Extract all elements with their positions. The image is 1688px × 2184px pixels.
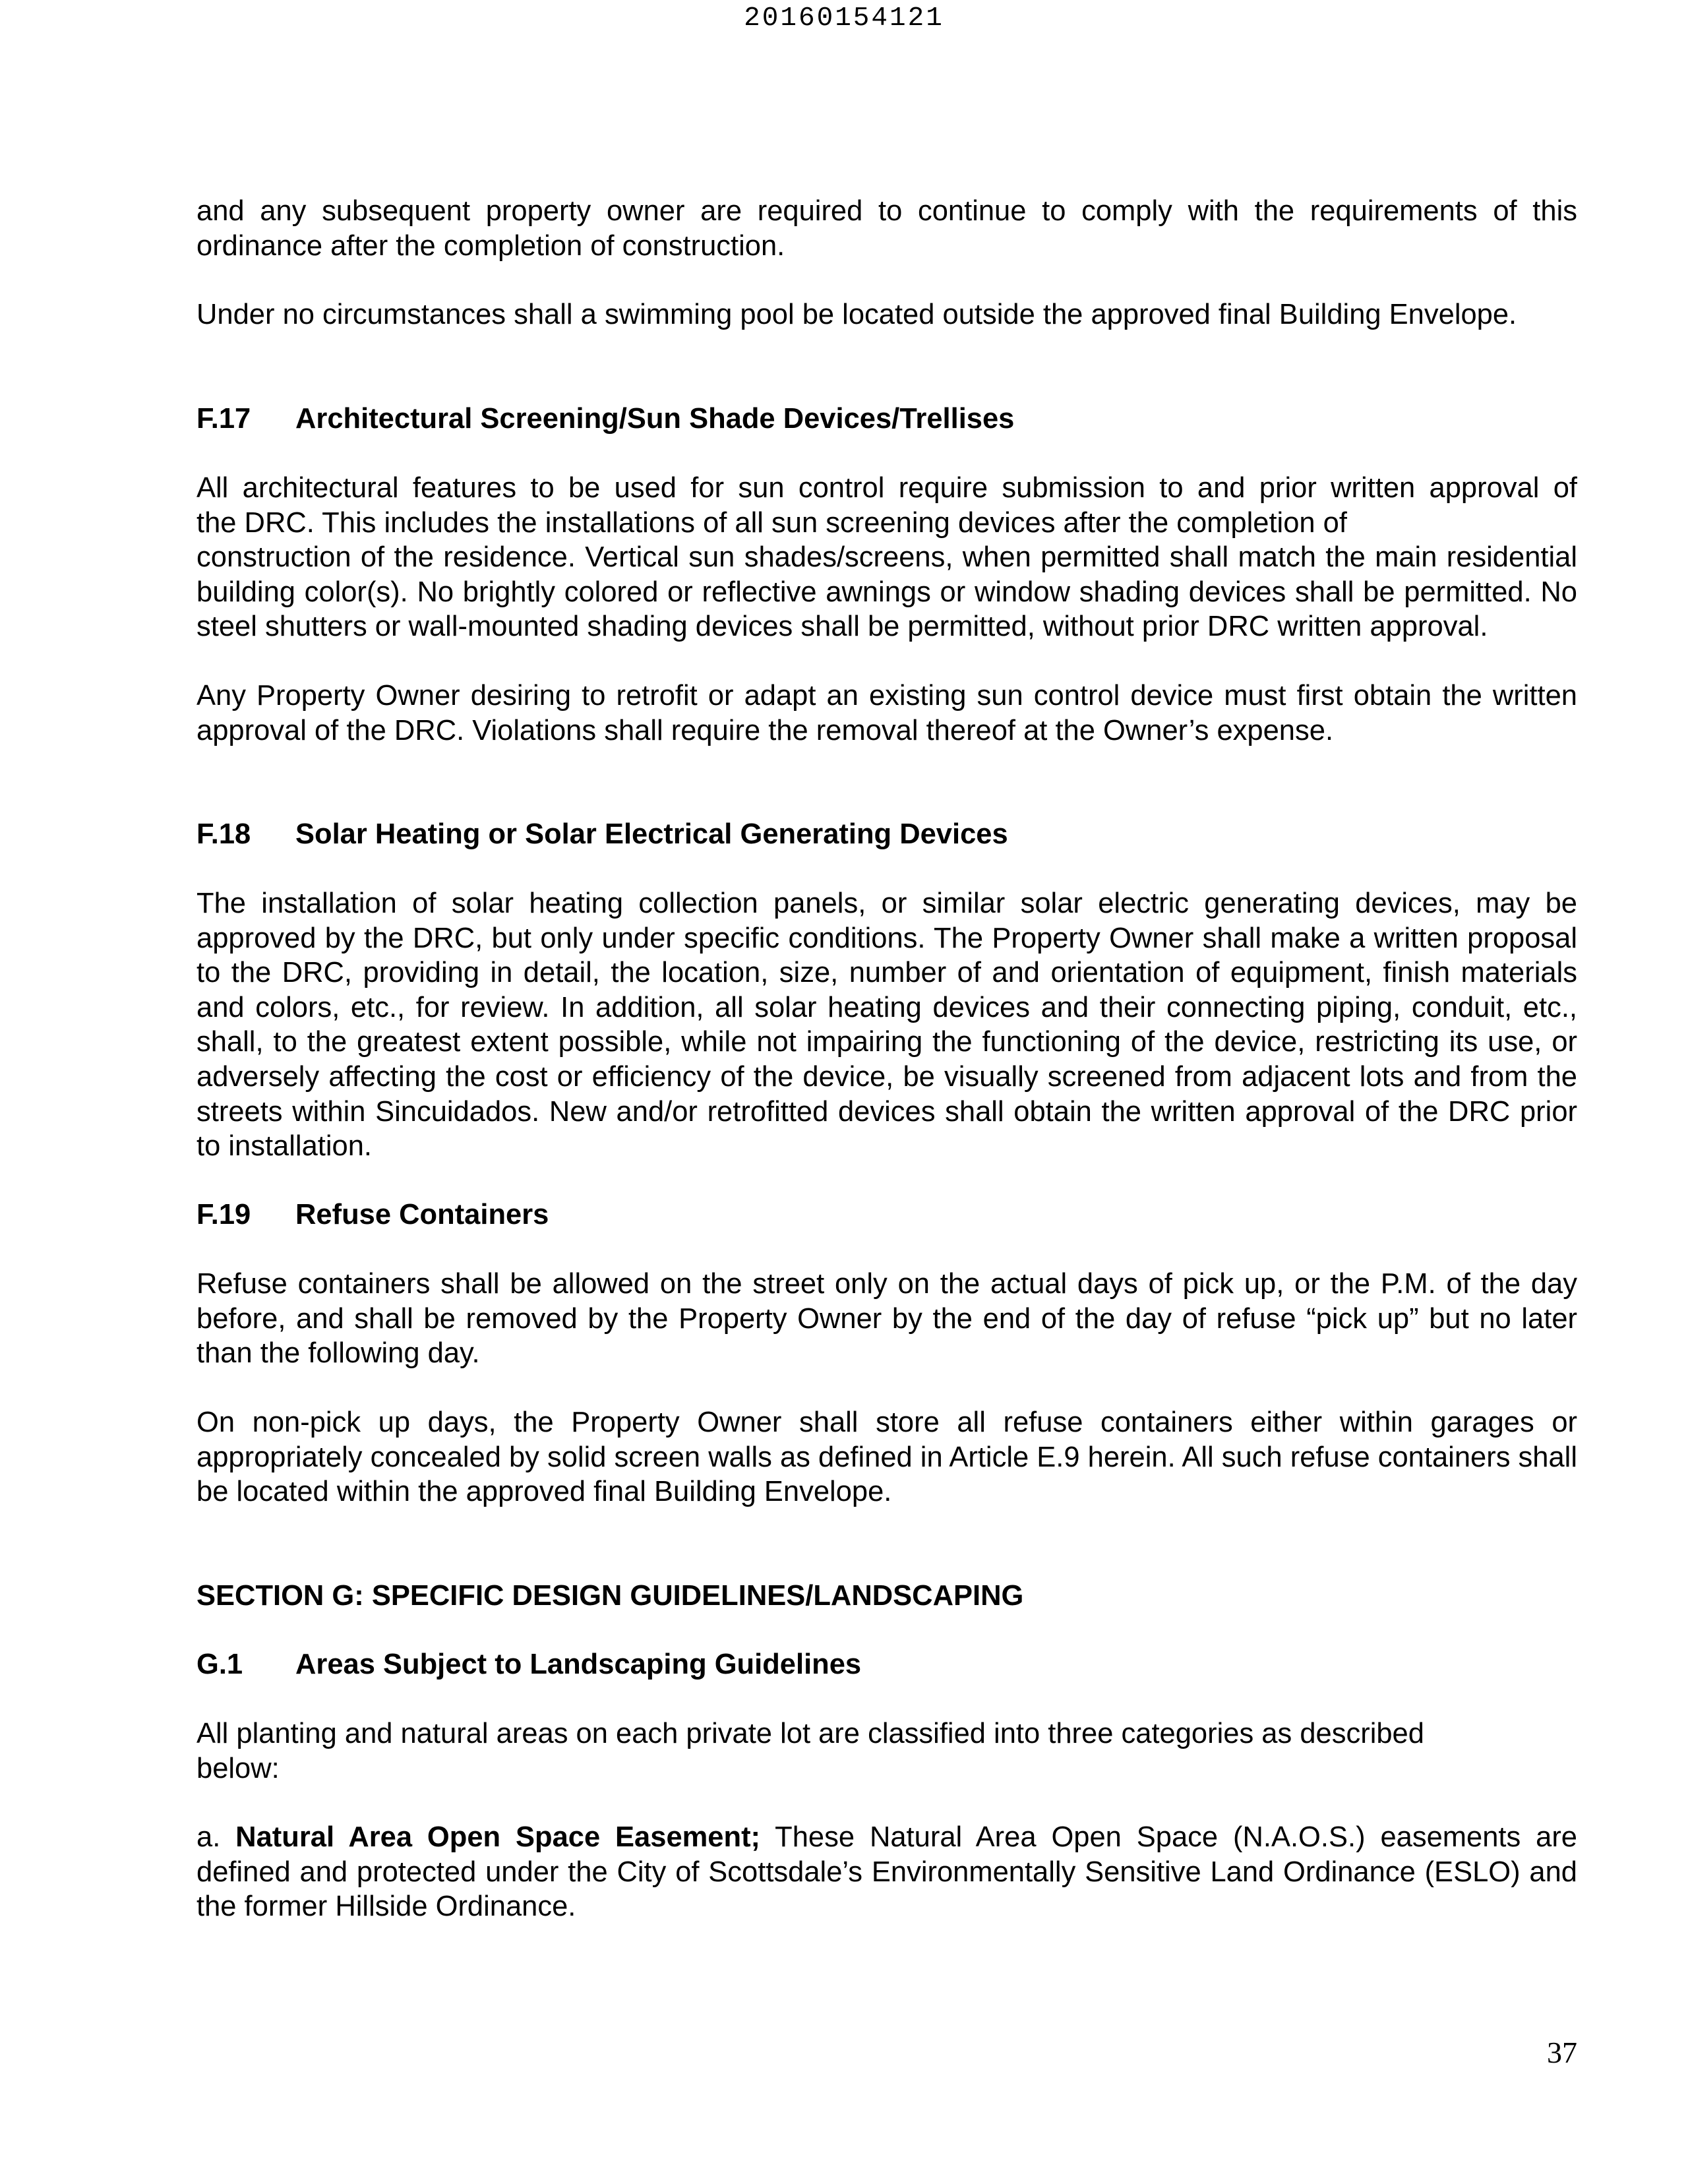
f17-remaining-lines: construction of the residence. Vertical sun shades/screens, when permitted shall match the main residential building color(s). No brightly colored or reflective awnings or window shading devices shall be permitted. No steel shutters or wall-mounted shading devices shall be permitted, without prior DRC written approval.: [196, 541, 1577, 643]
section-f18-heading: [196, 817, 1577, 852]
section-f18-title: Solar Heating or Solar Electrical Generating Devices: [295, 818, 1008, 850]
section-f19-paragraph-1: Refuse containers shall be allowed on the street only on the actual days of pick up, or the P.M. of the day before, and shall be removed by the Property Owner by the end of the day of refuse “pick up” but no later than the following day.: [196, 1268, 1577, 1370]
section-f18-number: F.18: [196, 818, 251, 850]
section-g-heading: SECTION G: SPECIFIC DESIGN GUIDELINES/LANDSCAPING: [196, 1580, 1024, 1612]
document-number: 20160154121: [744, 3, 944, 34]
f17-line-1: All architectural features to be used for sun control require submission to and prior written approval of: [196, 472, 1577, 504]
section-g1-paragraph: [196, 1716, 1577, 1786]
section-f19-title: Refuse Containers: [295, 1199, 549, 1230]
g1-item-a-text: These Natural Area Open Space (N.A.O.S.) easements are defined and protected under the City of Scottsdale’s Environmentally Sensitive Land Ordinance (ESLO) and the former Hillside Ordinance.: [196, 1821, 1577, 1923]
g1-item-a: [196, 1820, 1577, 1924]
pool-paragraph: Under no circumstances shall a swimming pool be located outside the approved final Building Envelope.: [196, 299, 1517, 330]
section-f17-title: Architectural Screening/Sun Shade Devices/Trellises: [295, 403, 1015, 435]
section-f19-heading: [196, 1198, 1577, 1232]
g1-item-a-prefix: a.: [196, 1821, 236, 1853]
section-f17-paragraph-1: [196, 471, 1577, 644]
section-g1-title: Areas Subject to Landscaping Guidelines: [295, 1649, 862, 1680]
section-f17-heading: [196, 402, 1577, 437]
section-f17-number: F.17: [196, 403, 251, 435]
f17-line-2: the DRC. This includes the installations of all sun screening devices after the completion of: [196, 506, 1347, 539]
g1-line-2: below:: [196, 1752, 280, 1784]
g1-item-a-term: Natural Area Open Space Easement;: [235, 1821, 761, 1853]
section-g1-heading: [196, 1647, 1577, 1682]
section-f19-number: F.19: [196, 1199, 251, 1230]
g1-line-1: All planting and natural areas on each private lot are classified into three categories as described: [196, 1718, 1424, 1749]
section-f17-paragraph-2: Any Property Owner desiring to retrofit or adapt an existing sun control device must first obtain the written approval of the DRC. Violations shall require the removal thereof at the Owner’s expense.: [196, 680, 1577, 746]
section-f19-paragraph-2: On non-pick up days, the Property Owner shall store all refuse containers either within garages or appropriately concealed by solid screen walls as defined in Article E.9 herein. All such refuse containers shall be located within the approved final Building Envelope.: [196, 1407, 1577, 1508]
continuation-paragraph: and any subsequent property owner are required to continue to comply with the requirements of this ordinance after the completion of construction.: [196, 195, 1577, 262]
section-f18-paragraph: The installation of solar heating collection panels, or similar solar electric generating devices, may be approved by the DRC, but only under specific conditions. The Property Owner shall make a written proposal to the DRC, providing in detail, the location, size, number of and orientation of equipment, finish materials and colors, etc., for review. In addition, all solar heating devices and their connecting piping, conduit, etc., shall, to the greatest extent possible, while not impairing the functioning of the device, restricting its use, or adversely affecting the cost or efficiency of the device, be visually screened from adjacent lots and from the streets within Sincuidados. New and/or retrofitted devices shall obtain the written approval of the DRC prior to installation.: [196, 888, 1577, 1163]
section-g1-number: G.1: [196, 1649, 243, 1680]
page-number: 37: [1547, 2036, 1577, 2069]
